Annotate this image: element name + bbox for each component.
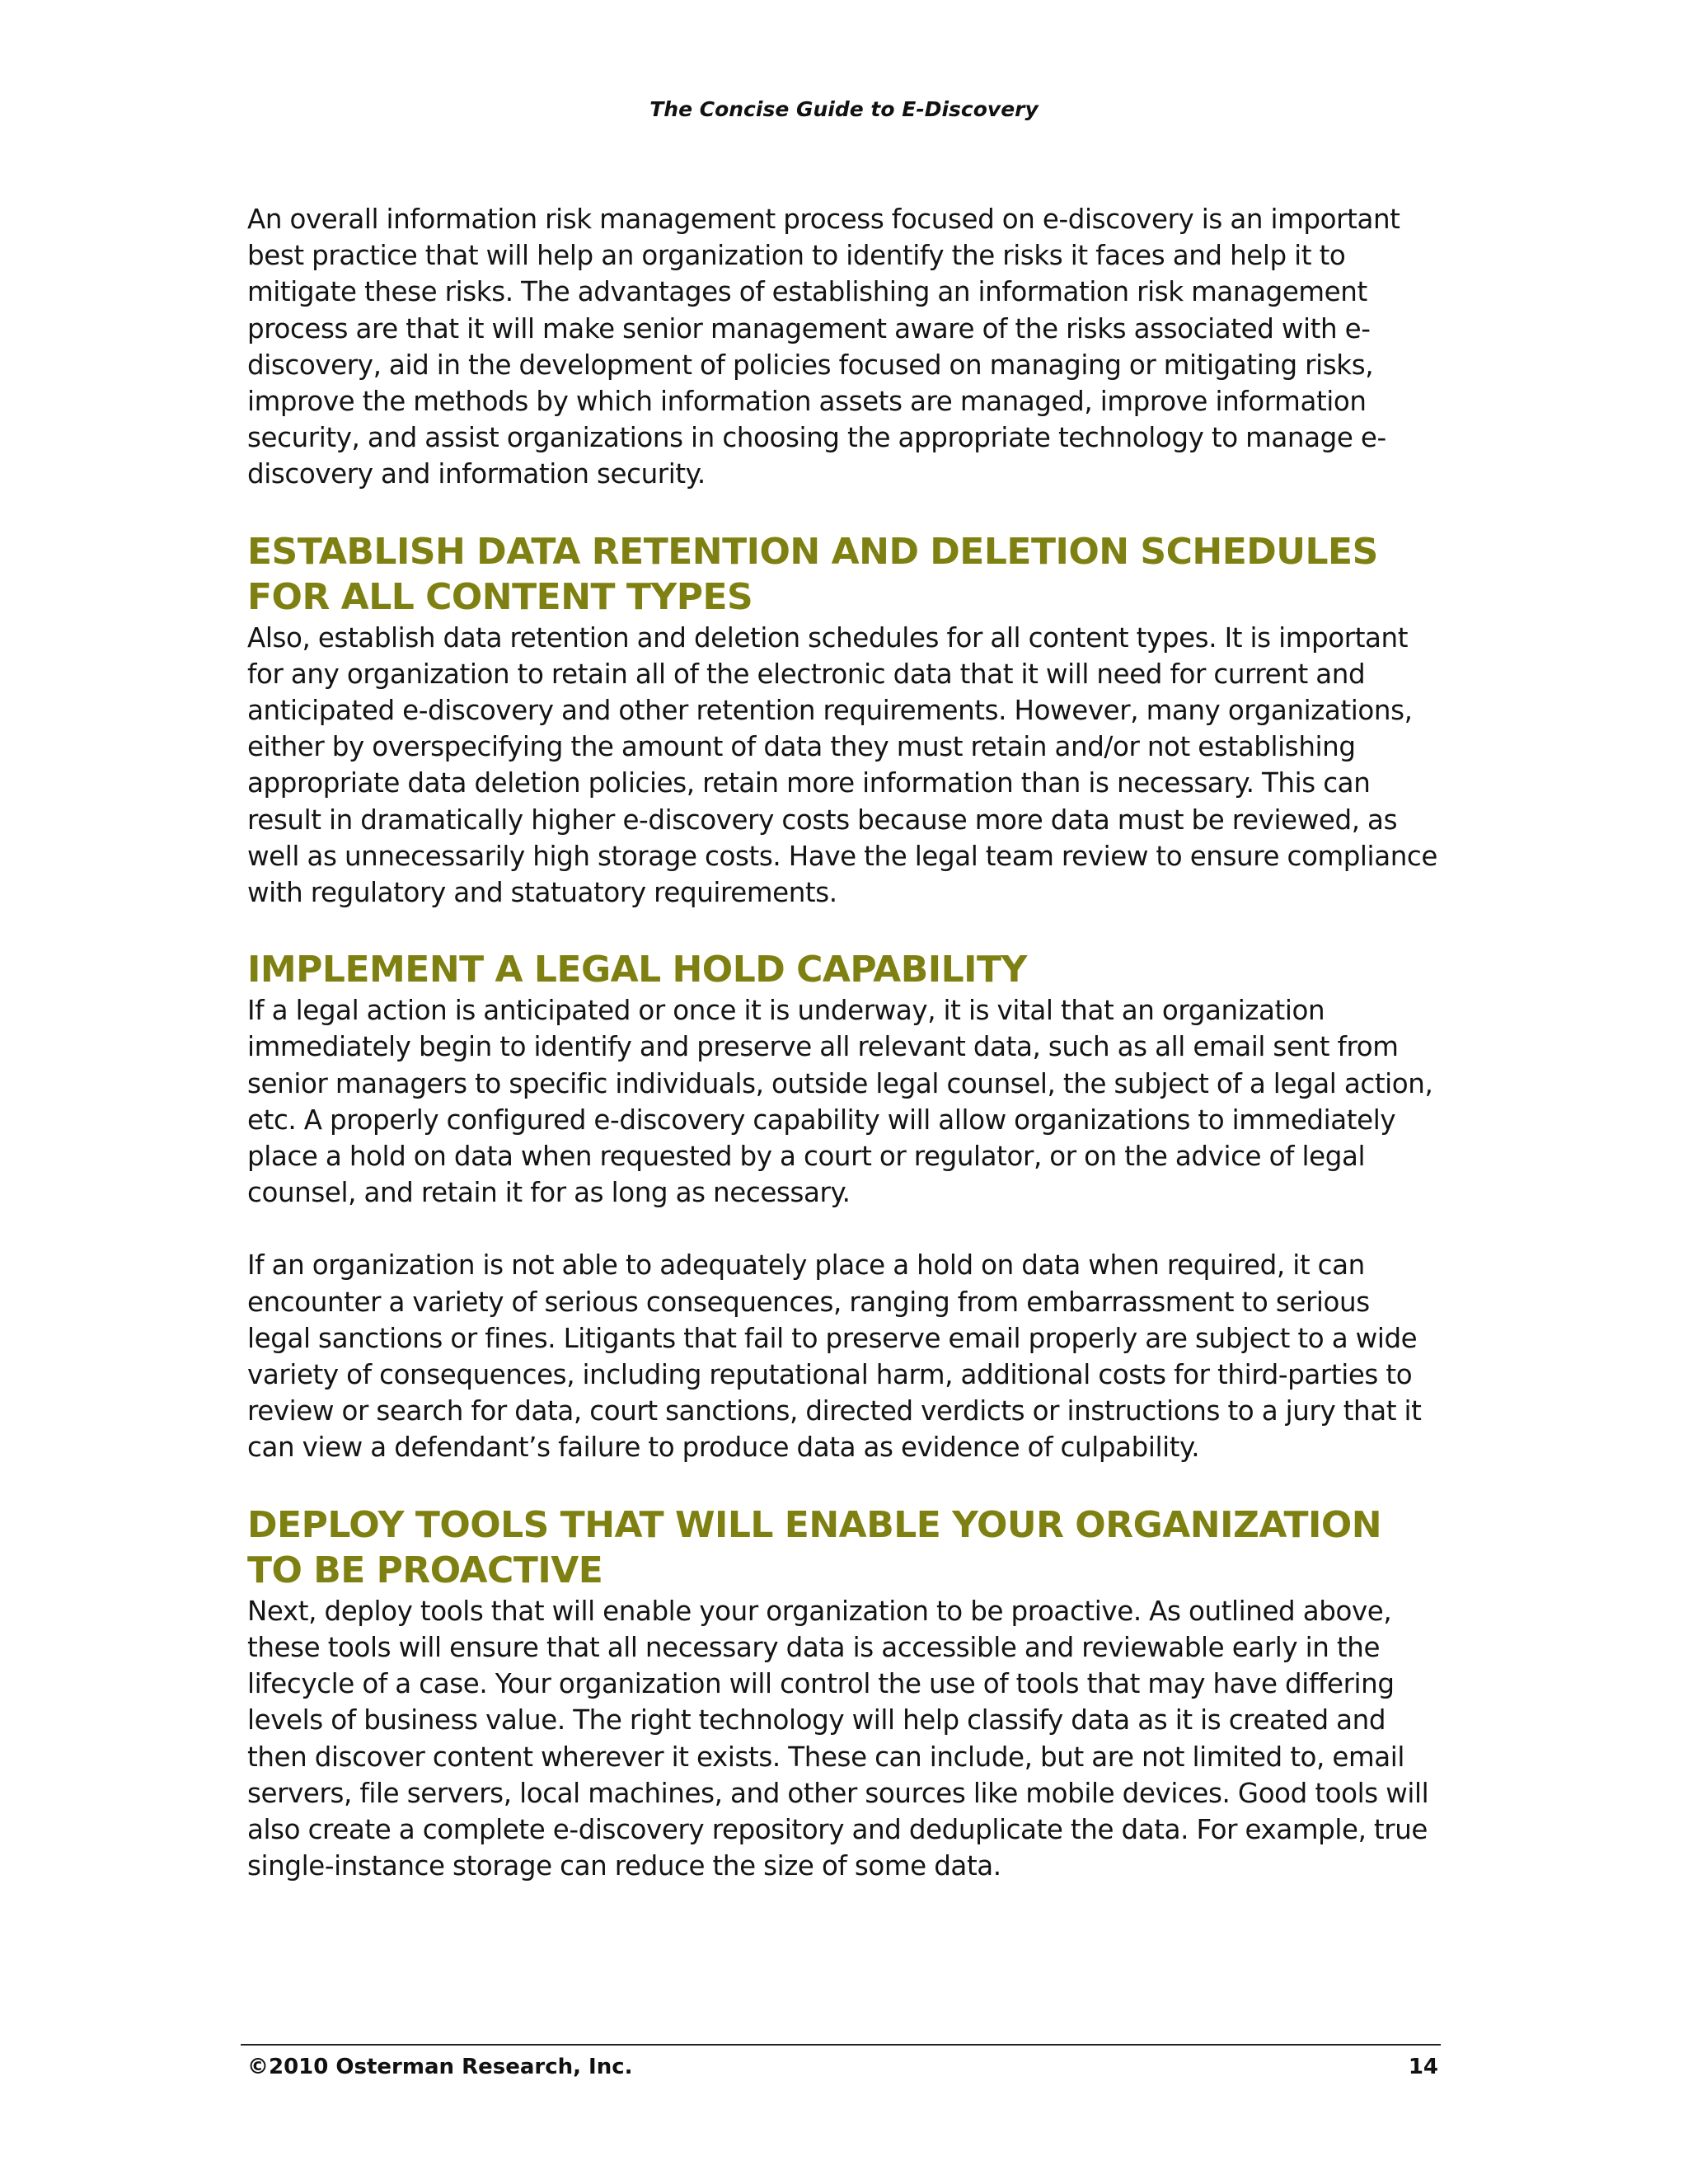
- footer-copyright: ©2010 Osterman Research, Inc.: [247, 2055, 633, 2079]
- section-heading-legal-hold: [247, 947, 1438, 992]
- retention-paragraph: Also, establish data retention and deletion schedules for all content types. It is important for any organization to retain all of the electronic data that it will need for current and anticipated e-discovery and other retention requirements. However, many organizations, either by overspecifying the amount of data they must retain and/or not establishing appropriate data deletion policies, retain more information than is necessary. This can result in dramatically higher e-discovery costs because more data must be reviewed, as well as unnecessarily high storage costs. Have the legal team review to ensure compliance with regulatory and statuatory requirements.: [247, 621, 1437, 909]
- intro-paragraph: An overall information risk management process focused on e-discovery is an important best practice that will help an organization to identify the risks it faces and help it to mitigate these risks. The advantages of establishing an information risk management process are that it will make senior management aware of the risks associated with e-discovery, aid in the development of policies focused on managing or mitigating risks, improve the methods by which information assets are managed, improve information security, and assist organizations in choosing the appropriate technology to manage e-discovery and information security.: [247, 204, 1400, 490]
- heading-line: DEPLOY TOOLS THAT WILL ENABLE YOUR ORGANIZATION: [247, 1503, 1382, 1546]
- page-number: 14: [1408, 2055, 1438, 2079]
- section-heading-retention: [247, 529, 1438, 620]
- document-body: [247, 201, 1438, 1884]
- running-header: The Concise Guide to E-Discovery: [649, 97, 1039, 121]
- heading-line: ESTABLISH DATA RETENTION AND DELETION SCHEDULES: [247, 530, 1378, 573]
- heading-line: TO BE PROACTIVE: [247, 1549, 603, 1591]
- deploy-tools-paragraph: Next, deploy tools that will enable your organization to be proactive. As outlined above, these tools will ensure that all necessary data is accessible and reviewable early in the lifecycle of a case. Your organization will control the use of tools that may have differing levels of business value. The right technology will help classify data as it is created and then discover content wherever it exists. These can include, but are not limited to, email servers, file servers, local machines, and other sources like mobile devices. Good tools will also create a complete e-discovery repository and deduplicate the data. For example, true single-instance storage can reduce the size of some data.: [247, 1595, 1429, 1882]
- section-heading-deploy-tools: [247, 1502, 1438, 1593]
- heading-line: IMPLEMENT A LEGAL HOLD CAPABILITY: [247, 949, 1027, 991]
- footer-divider: [241, 2044, 1441, 2046]
- legal-hold-paragraph-1: If a legal action is anticipated or once it is underway, it is vital that an organization immediately begin to identify and preserve all relevant data, such as all email sent from senior managers to specific individuals, outside legal counsel, the subject of a legal action, etc. A properly configured e-discovery capability will allow organizations to immediately place a hold on data when requested by a court or regulator, or on the advice of legal counsel, and retain it for as long as necessary.: [247, 995, 1433, 1209]
- heading-line: FOR ALL CONTENT TYPES: [247, 575, 753, 618]
- legal-hold-paragraph-2: If an organization is not able to adequately place a hold on data when required, it can encounter a variety of serious consequences, ranging from embarrassment to serious legal sanctions or fines. Litigants that fail to preserve email properly are subject to a wide variety of consequences, including reputational harm, additional costs for third-parties to review or search for data, court sanctions, directed verdicts or instructions to a jury that it can view a defendant’s failure to produce data as evidence of culpability.: [247, 1249, 1422, 1464]
